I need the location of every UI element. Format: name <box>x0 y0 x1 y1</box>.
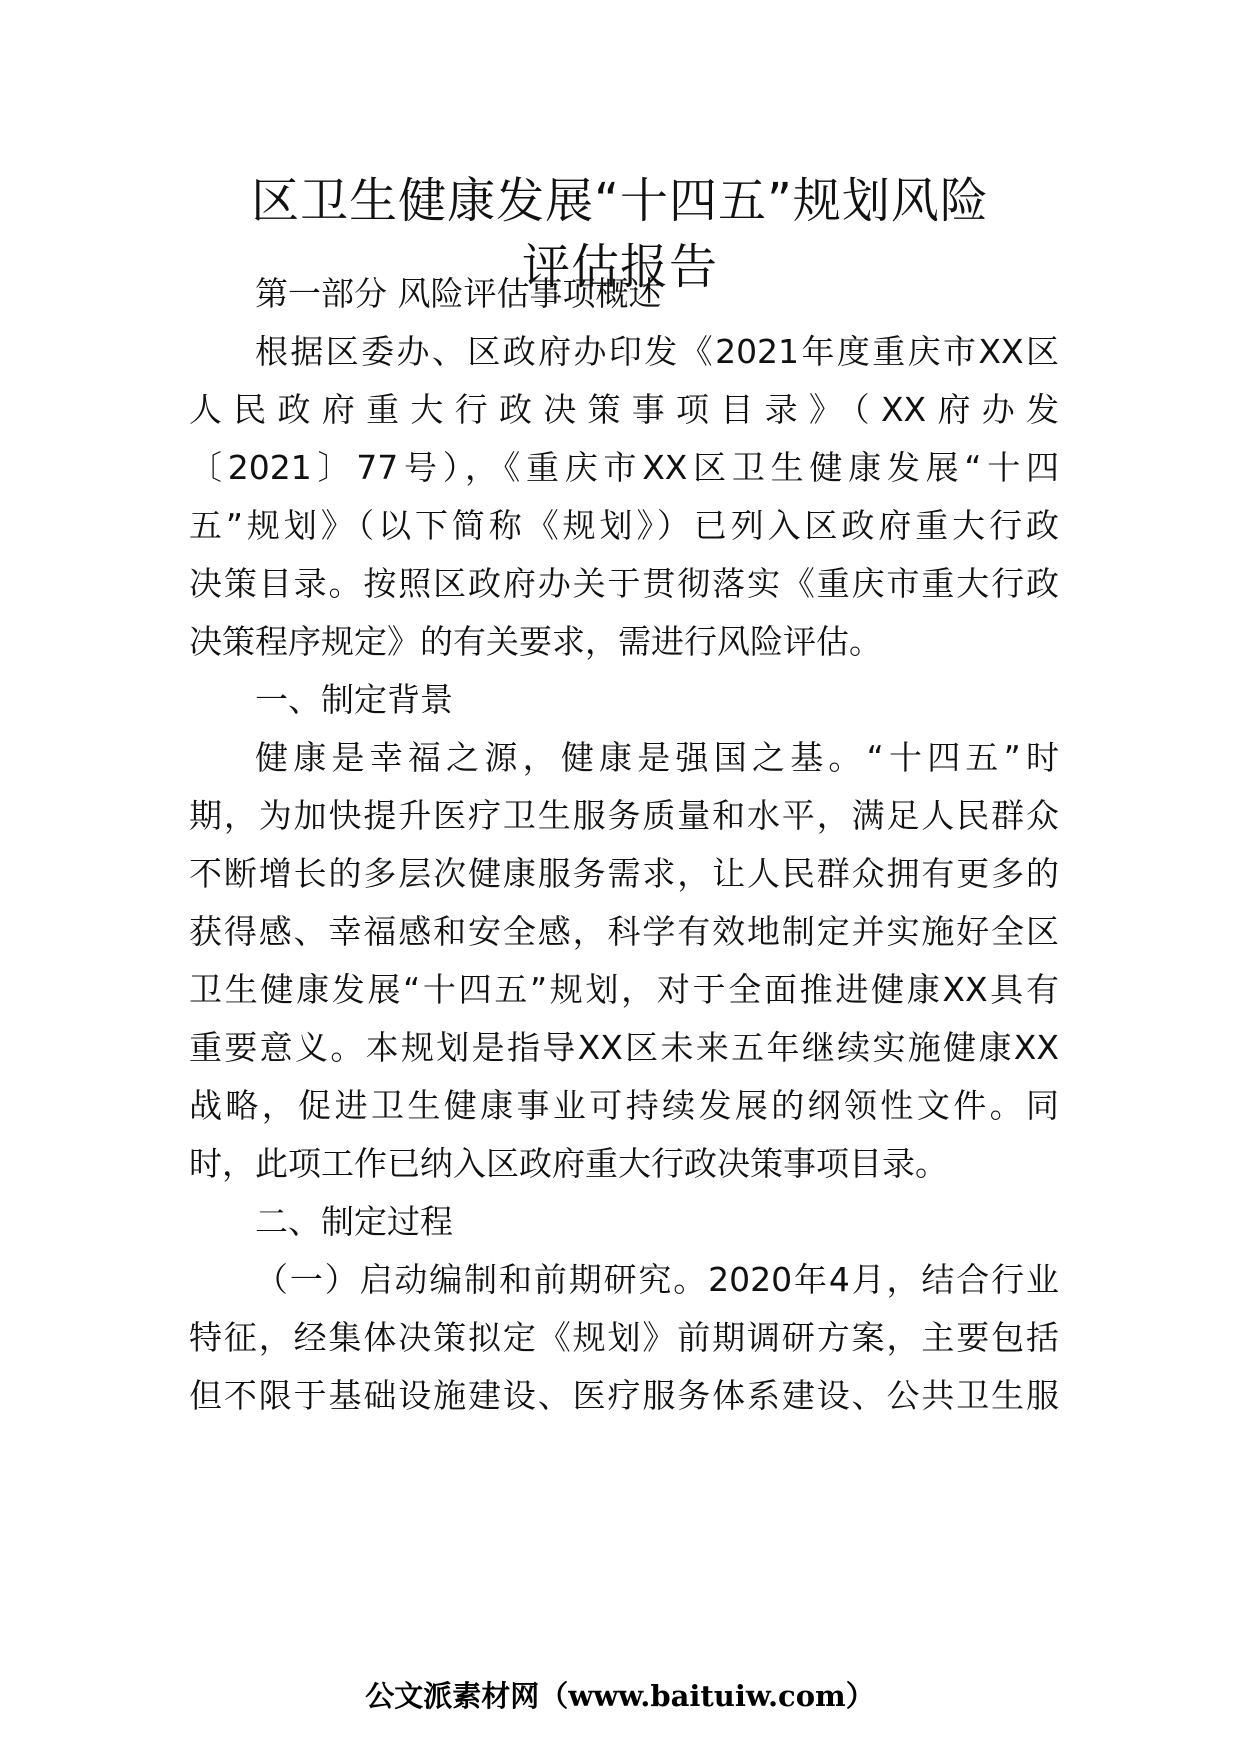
paragraph-line: 〔2021〕77号），《重庆市XX区卫生健康发展“十四 <box>189 448 1059 487</box>
paragraph-line: 根据区委办、区政府办印发《2021年度重庆市XX区 <box>255 332 1059 371</box>
section-heading-background: 一、制定背景 <box>255 680 453 719</box>
paragraph-line: 重要意义。本规划是指导XX区未来五年继续实施健康XX <box>189 1028 1059 1067</box>
document-title-line-1: 区卫生健康发展“十四五”规划风险 <box>251 173 989 229</box>
paragraph-line: 战略，促进卫生健康事业可持续发展的纲领性文件。同 <box>189 1086 1059 1125</box>
paragraph-line: 但不限于基础设施建设、医疗服务体系建设、公共卫生服 <box>189 1376 1059 1415</box>
paragraph-line: 卫生健康发展“十四五”规划，对于全面推进健康XX具有 <box>189 970 1059 1009</box>
paragraph-line: 人民政府重大行政决策事项目录》（XX府办发 <box>189 390 1059 429</box>
paragraph-line: 获得感、幸福感和安全感，科学有效地制定并实施好全区 <box>189 912 1059 951</box>
section-heading-process: 二、制定过程 <box>255 1202 453 1241</box>
paragraph-line: 特征，经集体决策拟定《规划》前期调研方案，主要包括 <box>189 1318 1059 1357</box>
part-heading: 第一部分 风险评估事项概述 <box>255 274 662 313</box>
document-title-line-2: 评估报告 <box>521 239 718 295</box>
paragraph-line: 决策程序规定》的有关要求，需进行风险评估。 <box>189 622 882 661</box>
paragraph-line: 期，为加快提升医疗卫生服务质量和水平，满足人民群众 <box>189 796 1059 835</box>
paragraph-line: （一）启动编制和前期研究。2020年4月，结合行业 <box>255 1260 1059 1299</box>
paragraph-line: 决策目录。按照区政府办关于贯彻落实《重庆市重大行政 <box>189 564 1059 603</box>
paragraph-line: 时，此项工作已纳入区政府重大行政决策事项目录。 <box>189 1144 948 1183</box>
footer-watermark: 公文派素材网（www.baituiw.com） <box>365 1679 875 1713</box>
paragraph-line: 健康是幸福之源，健康是强国之基。“十四五”时 <box>255 738 1059 777</box>
paragraph-line: 五”规划》（以下简称《规划》）已列入区政府重大行政 <box>189 506 1059 545</box>
paragraph-line: 不断增长的多层次健康服务需求，让人民群众拥有更多的 <box>189 854 1059 893</box>
